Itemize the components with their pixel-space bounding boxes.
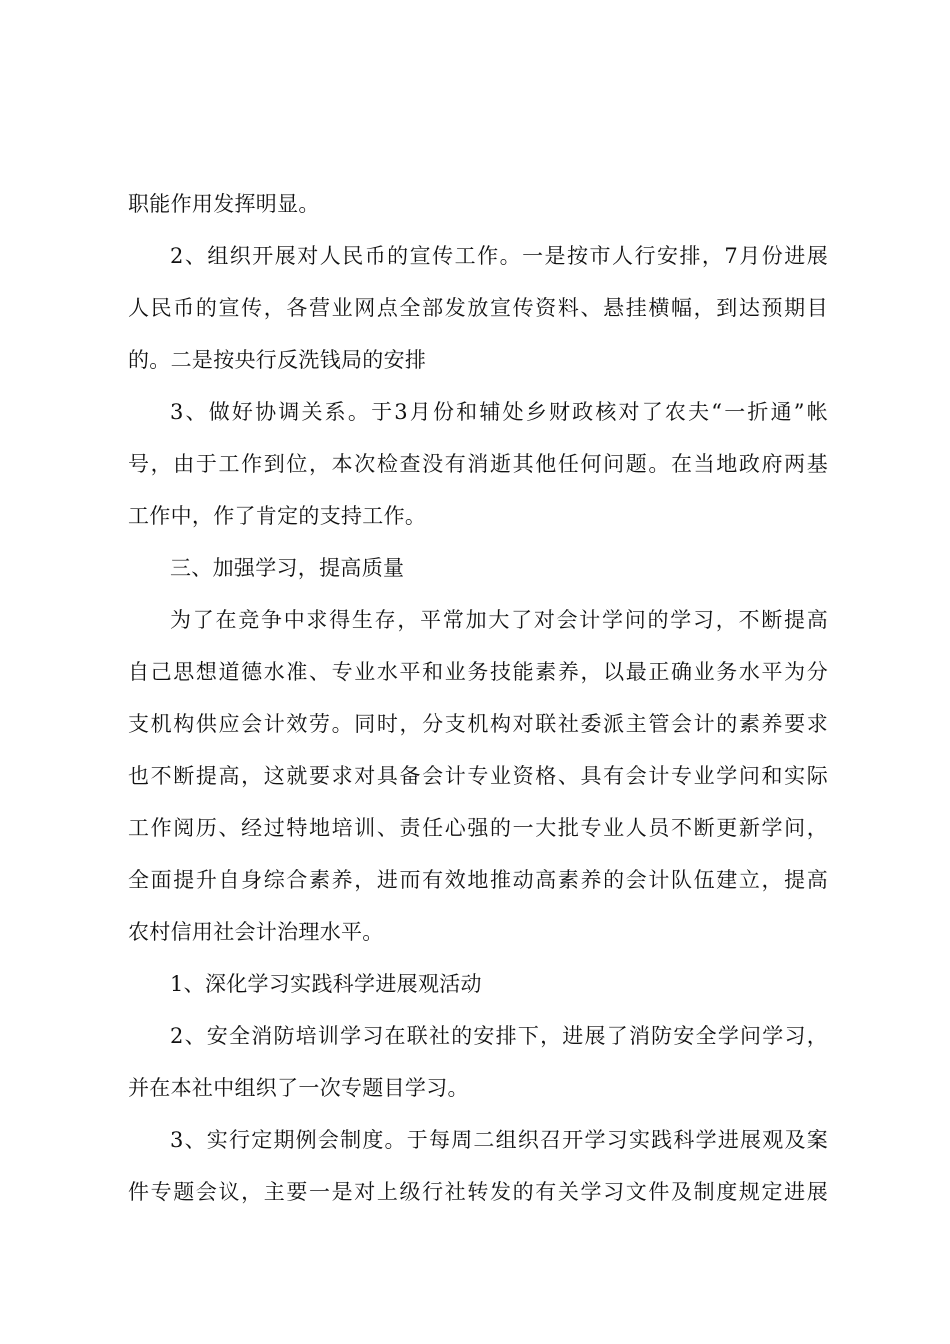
- text-line: 件专题会议，主要一是对上级行社转发的有关学习文件及制度规定进展: [128, 1180, 828, 1204]
- text-line: 号，由于工作到位，本次检查没有消逝其他任何问题。在当地政府两基: [128, 452, 828, 476]
- text-line: 3、实行定期例会制度。于每周二组织召开学习实践科学进展观及案: [170, 1128, 828, 1152]
- text-line: 并在本社中组织了一次专题目学习。: [128, 1076, 469, 1100]
- text-line: 农村信用社会计治理水平。: [128, 920, 384, 944]
- text-line: 的。二是按央行反洗钱局的安排: [128, 348, 427, 372]
- text-line: 为了在竞争中求得生存，平常加大了对会计学问的学习，不断提高: [170, 608, 828, 632]
- text-line: 也不断提高，这就要求对具备会计专业资格、具有会计专业学问和实际: [128, 764, 828, 788]
- text-line: 职能作用发挥明显。: [128, 192, 320, 216]
- text-line: 自己思想道德水准、专业水平和业务技能素养，以最正确业务水平为分: [128, 660, 828, 684]
- section-heading: 三、加强学习，提高质量: [170, 556, 405, 580]
- text-line: 工作中，作了肯定的支持工作。: [128, 504, 427, 528]
- text-line: 全面提升自身综合素养，进而有效地推动高素养的会计队伍建立，提高: [128, 868, 828, 892]
- text-line: 2、组织开展对人民币的宣传工作。一是按市人行安排，7月份进展: [170, 244, 828, 268]
- text-line: 1、深化学习实践科学进展观活动: [170, 972, 482, 996]
- text-line: 2、安全消防培训学习在联社的安排下，进展了消防安全学问学习，: [170, 1024, 828, 1048]
- text-line: 人民币的宣传，各营业网点全部发放宣传资料、悬挂横幅，到达预期目: [128, 296, 828, 320]
- text-line: 工作阅历、经过特地培训、责任心强的一大批专业人员不断更新学问，: [128, 816, 828, 840]
- text-line: 支机构供应会计效劳。同时，分支机构对联社委派主管会计的素养要求: [128, 712, 828, 736]
- text-line: 3、做好协调关系。于3月份和辅处乡财政核对了农夫“一折通”帐: [170, 400, 828, 424]
